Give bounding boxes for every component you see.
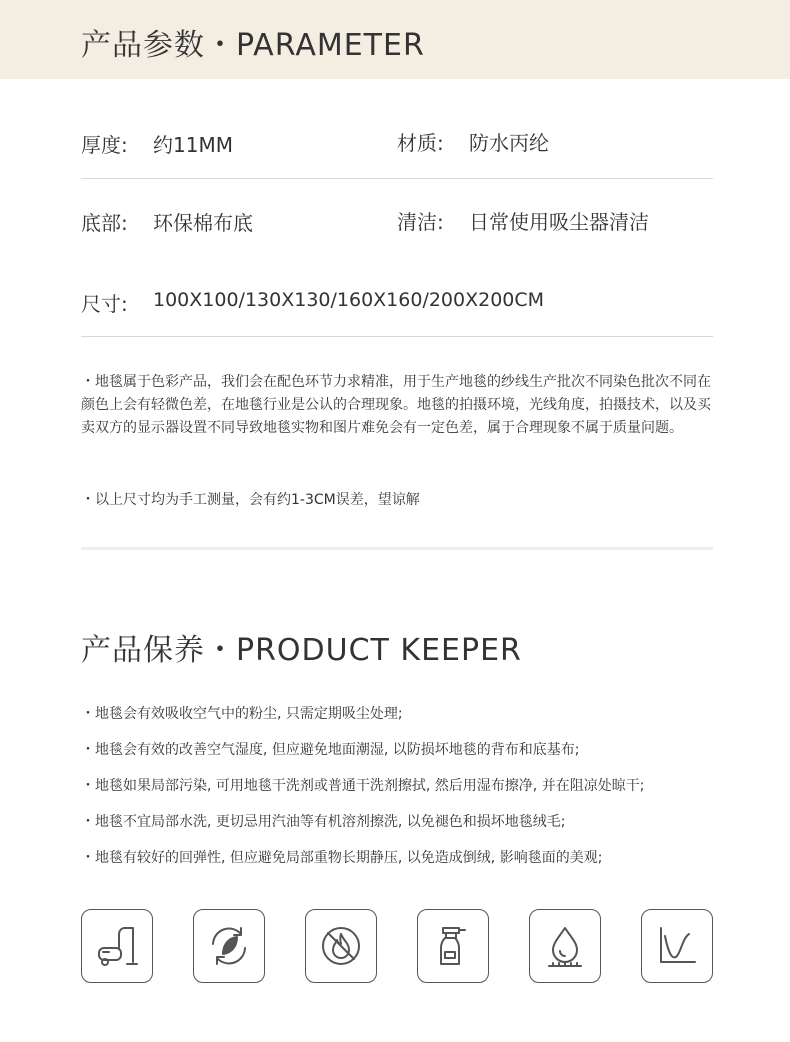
section-divider [81, 547, 713, 550]
divider [81, 336, 713, 337]
color-difference-note: ・地毯属于色彩产品，我们会在配色环节力求精准，用于生产地毯的纱线生产批次不同染色批次不同在颜色上会有轻微色差，在地毯行业是公认的合理现象。地毯的拍摄环境，光线角度，拍摄技术，以及买卖双方的显示器设置不同导致地毯实物和图片难免会有一定色差，属于合理现象不属于质量问题。 [81, 374, 711, 436]
thickness-label: 厚度: [81, 133, 128, 157]
parameter-title: 产品参数・PARAMETER [81, 28, 425, 63]
water-drop-icon [529, 909, 601, 983]
care-icons-row [81, 909, 721, 985]
size-value: 100X100/130X130/160X160/200X200CM [153, 289, 545, 311]
cleaning-value: 日常使用吸尘器清洁 [469, 210, 649, 234]
spray-bottle-icon [417, 909, 489, 983]
keeper-title: 产品保养・PRODUCT KEEPER [81, 633, 522, 668]
no-fire-icon [305, 909, 377, 983]
bottom-label: 底部: [81, 211, 128, 235]
list-item: ・地毯不宜局部水洗, 更切忌用汽油等有机溶剂擦洗, 以免褪色和损坏地毯绒毛; [81, 814, 566, 830]
vacuum-cleaner-icon [81, 909, 153, 983]
size-error-note: ・以上尺寸均为手工测量，会有约1-3CM误差，望谅解 [81, 492, 420, 508]
list-item: ・地毯如果局部污染, 可用地毯干洗剂或普通干洗剂擦拭, 然后用湿布擦净, 并在阻凉处晾干; [81, 778, 645, 794]
material-value: 防水丙纶 [469, 131, 549, 155]
resilience-curve-icon [641, 909, 713, 983]
cleaning-label: 清洁: [397, 210, 444, 234]
bottom-value: 环保棉布底 [153, 211, 253, 235]
material-label: 材质: [397, 131, 444, 155]
list-item: ・地毯会有效的改善空气湿度, 但应避免地面潮湿, 以防损坏地毯的背布和底基布; [81, 742, 580, 758]
thickness-value: 约11MM [153, 133, 233, 157]
divider [81, 178, 713, 179]
list-item: ・地毯会有效吸收空气中的粉尘, 只需定期吸尘处理; [81, 706, 403, 722]
eco-leaf-recycle-icon [193, 909, 265, 983]
care-instructions-list [81, 704, 781, 884]
list-item: ・地毯有较好的回弹性, 但应避免局部重物长期静压, 以免造成倒绒, 影响毯面的美观; [81, 850, 603, 866]
size-label: 尺寸: [81, 292, 128, 316]
